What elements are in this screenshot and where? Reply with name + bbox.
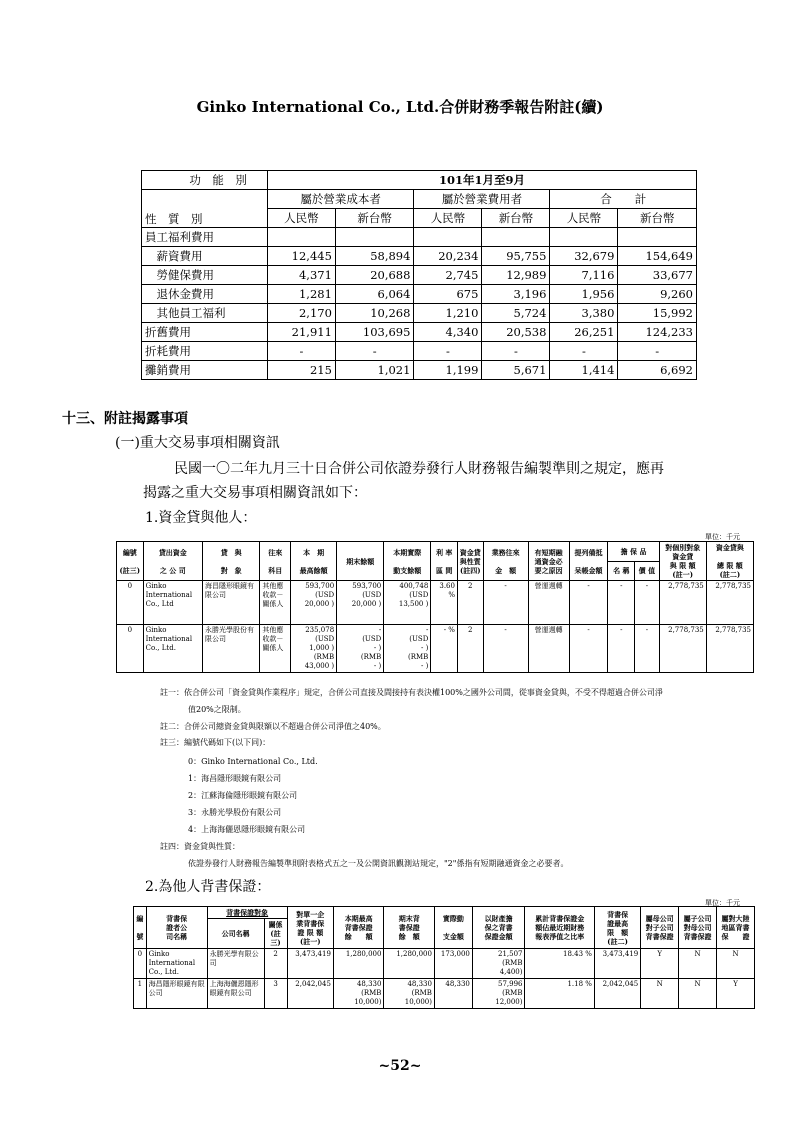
header-function: 功 能 別 <box>142 171 268 190</box>
table-cell <box>335 228 414 247</box>
table-cell: 營運週轉 <box>528 581 569 625</box>
table-cell: 2,745 <box>414 266 482 285</box>
page-title: Ginko International Co., Ltd.合併財務季報告附註(續) <box>196 98 604 116</box>
table-cell: 7,116 <box>550 266 618 285</box>
col-header: 名 稱 <box>608 561 635 581</box>
table-cell: 10,268 <box>335 304 414 323</box>
col-header: 對個別對象 資金貸 與 限 額 (註一) <box>659 542 706 581</box>
col-header: 資金貸 與性質 (註四) <box>457 542 483 581</box>
table-row <box>142 361 697 380</box>
table-cell: 2 <box>457 625 483 673</box>
row-label: 勞健保費用 <box>142 266 268 285</box>
table-cell <box>482 228 550 247</box>
table-cell <box>414 228 482 247</box>
table-cell: 2,778,735 <box>706 625 753 673</box>
note-line: 註二：合併公司總資金貸與限額以不超過合併公司淨值之40%。 <box>160 722 386 731</box>
table-cell: 1,281 <box>267 285 335 304</box>
table-cell: 15,992 <box>618 304 697 323</box>
col-header: 屬對大陸 地區背書 保 證 <box>717 907 755 949</box>
table-cell: 4,340 <box>414 323 482 342</box>
table-cell: 215 <box>267 361 335 380</box>
table-cell: 173,000 <box>434 949 472 979</box>
table-cell: 33,677 <box>618 266 697 285</box>
table-cell: 2,778,735 <box>659 581 706 625</box>
table-cell: 0 <box>117 581 144 625</box>
col-header: 編號 (註三) <box>117 542 144 581</box>
table-cell: Ginko International Co., Ltd. <box>146 949 207 979</box>
header-ntd: 新台幣 <box>482 209 550 228</box>
table-cell: 1 <box>134 979 147 1009</box>
table-cell: 3.60 % <box>431 581 458 625</box>
table-cell: N <box>679 949 717 979</box>
table-cell: 1,280,000 <box>333 949 384 979</box>
table-cell: 上海海儷恩隱形眼鏡有限公司 <box>207 979 264 1009</box>
table-cell: 32,679 <box>550 247 618 266</box>
header-nature: 性 質 別 <box>142 190 268 228</box>
table-cell: - <box>483 581 528 625</box>
table-cell: 2,778,735 <box>659 625 706 673</box>
table-cell: 2,042,045 <box>594 979 640 1009</box>
table-cell: 3,380 <box>550 304 618 323</box>
header-period: 101年1月至9月 <box>267 171 696 190</box>
header-ntd: 新台幣 <box>335 209 414 228</box>
table-cell: 3,473,419 <box>594 949 640 979</box>
table-cell: 營運週轉 <box>528 625 569 673</box>
table-cell: 0 <box>134 949 147 979</box>
table-cell: 57,996 (RMB 12,000) <box>472 979 525 1009</box>
table-cell: - <box>569 581 608 625</box>
col-header: 貸 與 對 象 <box>203 542 260 581</box>
table-row <box>142 228 697 247</box>
row-label: 薪資費用 <box>142 247 268 266</box>
table-cell: 20,234 <box>414 247 482 266</box>
table-row <box>117 581 754 625</box>
table-cell: N <box>717 949 755 979</box>
table-cell: N <box>641 979 679 1009</box>
col-header: 關係 (註三) <box>264 919 287 949</box>
header-rmb: 人民幣 <box>267 209 335 228</box>
table-cell: 235,078 (USD 1,000 ) (RMB 43,000 ) <box>291 625 337 673</box>
table-cell: 20,538 <box>482 323 550 342</box>
table-cell: N <box>679 979 717 1009</box>
table-cell: Y <box>717 979 755 1009</box>
col-header: 實際動 支金額 <box>434 907 472 949</box>
table-cell: - <box>483 625 528 673</box>
col-header: 背書保 證最高 限 額 (註二) <box>594 907 640 949</box>
table-cell: 9,260 <box>618 285 697 304</box>
col-header: 期末餘額 <box>337 542 384 581</box>
table-cell: Ginko International Co., Ltd <box>143 581 202 625</box>
table-cell: 4,371 <box>267 266 335 285</box>
col-header: 對單一企 業背書保 證 限 額 (註一) <box>287 907 333 949</box>
col-header: 期末背 書保證 餘 額 <box>384 907 435 949</box>
table-cell: 400,748 (USD 13,500 ) <box>384 581 431 625</box>
col-header: 業務往來 金 額 <box>483 542 528 581</box>
table-cell: 48,330 <box>434 979 472 1009</box>
table-cell: Ginko International Co., Ltd. <box>143 625 202 673</box>
table-cell: 其他應收款－關係人 <box>260 625 291 673</box>
table-cell: - <box>618 342 697 361</box>
endorsement-guarantee-table <box>133 906 755 1009</box>
row-label: 攤銷費用 <box>142 361 268 380</box>
table-cell: - <box>608 625 635 673</box>
table-cell: - <box>414 342 482 361</box>
unit-label: 單位：千元 <box>705 533 740 541</box>
header-ntd: 新台幣 <box>618 209 697 228</box>
table-cell: 593,700 (USD 20,000 ) <box>337 581 384 625</box>
col-header: 往來 科目 <box>260 542 291 581</box>
table-cell: 48,330 (RMB 10,000) <box>333 979 384 1009</box>
col-header: 屬母公司 對子公司 背書保證 <box>641 907 679 949</box>
table-row <box>117 625 754 673</box>
table-cell: 675 <box>414 285 482 304</box>
table-cell: - % <box>431 625 458 673</box>
table-cell: 26,251 <box>550 323 618 342</box>
col-header: 有短期融 通資金必 要之原因 <box>528 542 569 581</box>
row-label: 折舊費用 <box>142 323 268 342</box>
table-cell: 其他應收款－關係人 <box>260 581 291 625</box>
col-header: 利 率 區 間 <box>431 542 458 581</box>
table-cell: - <box>482 342 550 361</box>
col-header: 累計背書保證金 額佔最近期財務 報表淨值之比率 <box>525 907 594 949</box>
table-cell: - <box>635 581 660 625</box>
table-cell: 21,911 <box>267 323 335 342</box>
loans-to-others-table <box>116 541 754 673</box>
table-cell: 95,755 <box>482 247 550 266</box>
table-cell: 1,956 <box>550 285 618 304</box>
header-expense: 屬於營業費用者 <box>414 190 550 209</box>
table-cell: 1.18 % <box>525 979 594 1009</box>
table-cell: 12,445 <box>267 247 335 266</box>
subsection-heading: (一)重大交易事項相關資訊 <box>115 435 280 451</box>
col-header: 價 值 <box>635 561 660 581</box>
table-cell: 12,989 <box>482 266 550 285</box>
code-line: 2：江蘇海倫隱形眼鏡有限公司 <box>188 791 298 800</box>
table-cell: - <box>569 625 608 673</box>
table-cell: 3 <box>264 979 287 1009</box>
col-header: 背書保 證者公 司名稱 <box>146 907 207 949</box>
table-cell: - <box>335 342 414 361</box>
table-cell: 48,330 (RMB 10,000) <box>384 979 435 1009</box>
table-cell: 1,280,000 <box>384 949 435 979</box>
table-cell: Y <box>641 949 679 979</box>
table-cell: 58,894 <box>335 247 414 266</box>
table-row <box>142 304 697 323</box>
col-header: 擔 保 品 <box>608 542 659 562</box>
table-cell: - (USD - ) (RMB - ) <box>384 625 431 673</box>
col-header: 背書保證對象 <box>207 907 287 919</box>
table-cell: 3,473,419 <box>287 949 333 979</box>
table-row <box>142 266 697 285</box>
expense-by-nature-table <box>141 170 697 380</box>
col-header: 屬子公司 對母公司 背書保證 <box>679 907 717 949</box>
col-header: 本期最高 背書保證 餘 額 <box>333 907 384 949</box>
code-line: 3：永勝光學股份有限公司 <box>188 808 282 817</box>
note-line: 註三：編號代碼如下(以下同)： <box>160 738 271 747</box>
table-row <box>134 949 755 979</box>
note-line: 註一：依合併公司「資金貸與作業程序」規定，合併公司直接及間接持有表決權100%之國外公司間，從事資金貸與，不受不得超過合併公司淨 <box>160 688 663 697</box>
table-cell: 6,692 <box>618 361 697 380</box>
table-cell: 2,778,735 <box>706 581 753 625</box>
table-cell: - <box>635 625 660 673</box>
table-cell: 124,233 <box>618 323 697 342</box>
table-cell: 1,199 <box>414 361 482 380</box>
col-header: 貸出資金 之 公 司 <box>143 542 202 581</box>
col-header: 公司名稱 <box>207 919 264 949</box>
header-rmb: 人民幣 <box>414 209 482 228</box>
table-cell: 2,170 <box>267 304 335 323</box>
page-number: ~52~ <box>378 1058 422 1074</box>
table-cell: 海昌隱形眼鏡有限公司 <box>203 581 260 625</box>
table-row <box>142 285 697 304</box>
table-row <box>142 323 697 342</box>
table-cell: 21,507 (RMB 4,400) <box>472 949 525 979</box>
col-header: 編 號 <box>134 907 147 949</box>
row-label: 折耗費用 <box>142 342 268 361</box>
table-cell: - <box>550 342 618 361</box>
table-cell: 154,649 <box>618 247 697 266</box>
table-cell: - <box>267 342 335 361</box>
item-heading: 2.為他人背書保證： <box>145 879 271 895</box>
unit-label: 單位：千元 <box>705 899 740 907</box>
table-cell: 1,414 <box>550 361 618 380</box>
table-cell <box>618 228 697 247</box>
table-cell: 5,724 <box>482 304 550 323</box>
table-cell: 1,210 <box>414 304 482 323</box>
col-header: 本期實際 動支餘額 <box>384 542 431 581</box>
table-cell <box>550 228 618 247</box>
item-heading: 1.資金貸與他人： <box>145 510 257 526</box>
col-header: 提列備抵 呆帳金額 <box>569 542 608 581</box>
header-rmb: 人民幣 <box>550 209 618 228</box>
col-header: 資金貸與 總 限 額 (註二) <box>706 542 753 581</box>
table-cell: 永勝光學有限公司 <box>207 949 264 979</box>
row-label: 退休金費用 <box>142 285 268 304</box>
table-cell: 永勝光學股份有限公司 <box>203 625 260 673</box>
table-cell: - (USD - ) (RMB - ) <box>337 625 384 673</box>
table-cell: 海昌隱形眼鏡有限公司 <box>146 979 207 1009</box>
table-cell: 593,700 (USD 20,000 ) <box>291 581 337 625</box>
paragraph-line: 民國一〇二年九月三十日合併公司依證券發行人財務報告編製準則之規定，應再 <box>174 461 664 477</box>
table-row <box>142 247 697 266</box>
row-label: 員工福利費用 <box>142 228 268 247</box>
table-cell: 3,196 <box>482 285 550 304</box>
table-cell: 2 <box>264 949 287 979</box>
table-cell: 2,042,045 <box>287 979 333 1009</box>
code-line: 1：海昌隱形眼鏡有限公司 <box>188 774 282 783</box>
col-header: 本 期 最高餘額 <box>291 542 337 581</box>
col-header: 以財產擔 保之背書 保證金額 <box>472 907 525 949</box>
table-cell: 1,021 <box>335 361 414 380</box>
row-label: 其他員工福利 <box>142 304 268 323</box>
header-total: 合 計 <box>550 190 697 209</box>
table-cell <box>267 228 335 247</box>
note-line: 註四：資金貸與性質： <box>160 842 240 851</box>
code-line: 4：上海海儷恩隱形眼鏡有限公司 <box>188 825 306 834</box>
table-cell: 5,671 <box>482 361 550 380</box>
section-heading: 十三、附註揭露事項 <box>62 411 188 427</box>
table-cell: 103,695 <box>335 323 414 342</box>
paragraph-line: 揭露之重大交易事項相關資訊如下： <box>143 485 367 501</box>
note-line: 依證券發行人財務報告編製準則附表格式五之一及公開資訊觀測站規定，"2"係指有短期融通資金之必要者。 <box>188 859 569 868</box>
header-cost: 屬於營業成本者 <box>267 190 414 209</box>
table-cell: 6,064 <box>335 285 414 304</box>
table-cell: 2 <box>457 581 483 625</box>
code-line: 0：Ginko International Co., Ltd. <box>188 757 318 766</box>
note-line: 值20%之限制。 <box>188 705 246 714</box>
table-cell: 18.43 % <box>525 949 594 979</box>
table-row <box>142 342 697 361</box>
table-row <box>134 979 755 1009</box>
table-cell: 0 <box>117 625 144 673</box>
table-cell: - <box>608 581 635 625</box>
table-cell: 20,688 <box>335 266 414 285</box>
